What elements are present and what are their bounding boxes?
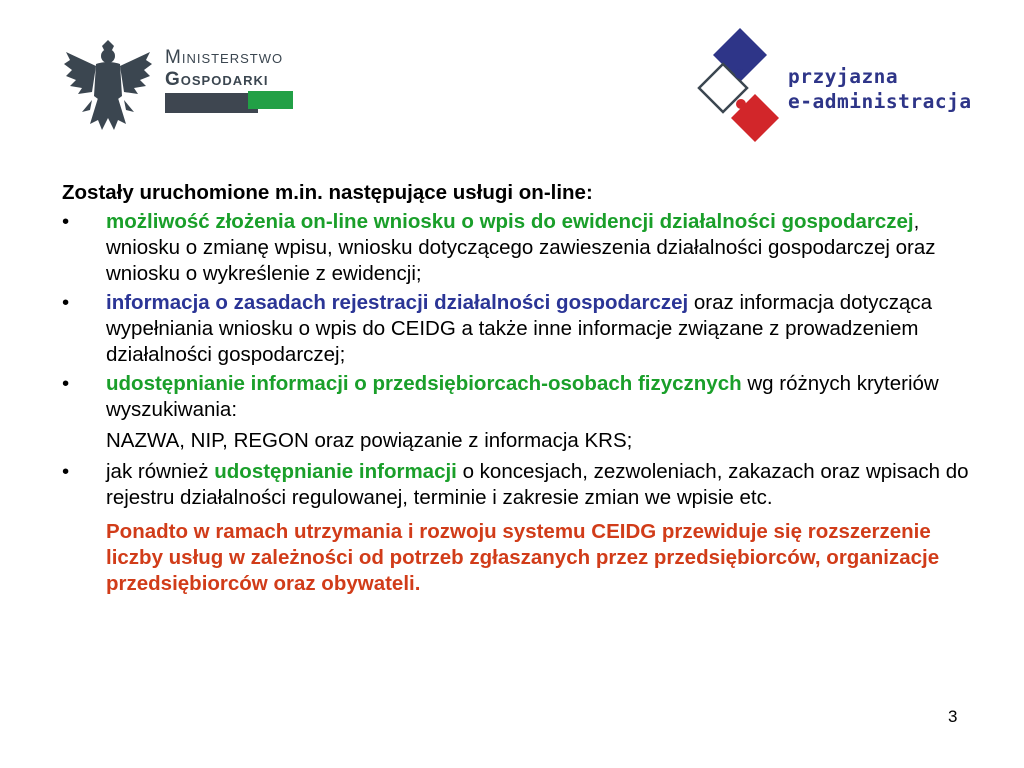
item-text: wg różnych kryteriów wyszukiwania: [106, 372, 939, 421]
ministry-name-line1: Ministerstwo [165, 47, 284, 68]
page-number: 3 [948, 707, 958, 726]
item-subtext: NAZWA, NIP, REGON oraz powiązanie z informacja KRS; [106, 429, 633, 452]
e-administration-text [788, 64, 972, 114]
bullet-icon: • [62, 460, 70, 483]
puzzle-pieces-icon [695, 26, 785, 152]
ministry-name [165, 47, 283, 91]
closing-note: Ponadto w ramach utrzymania i rozwoju systemu CEIDG przewiduje się rozszerzenie liczby usług w zależności od potrzeb zgłaszanych przez przedsiębiorców, organizacje przedsiębiorców oraz obywateli. [106, 520, 940, 595]
logo-bar-green [248, 91, 293, 109]
bullet-icon: • [62, 210, 70, 233]
list-item [62, 371, 982, 423]
logo-text-line1: przyjazna [788, 65, 899, 88]
list-item [62, 209, 982, 287]
logo-text-line2: e-administracja [788, 90, 972, 113]
slide-heading: Zostały uruchomione m.in. następujące usługi on-line: [62, 181, 593, 204]
item-text: , wniosku o zmianę wpisu, wniosku dotyczącego zawieszenia działalności gospodarczej oraz wniosku o wykreślenie z ewidencji; [106, 210, 936, 285]
bullet-icon: • [62, 372, 70, 395]
ministry-logo [62, 38, 302, 138]
list-item [62, 290, 982, 368]
e-administration-logo [695, 26, 995, 156]
item-highlight: informacja o zasadach rejestracji działalności gospodarczej [106, 291, 689, 314]
item-text: o koncesjach, zezwoleniach, zakazach oraz wpisach do rejestru działalności regulowanej, terminie i zakresie zmian we wpisie etc. [106, 460, 969, 509]
item-highlight: możliwość złożenia on-line wniosku o wpis do ewidencji działalności gospodarczej [106, 210, 914, 233]
bullet-icon: • [62, 291, 70, 314]
logo-bar-dark [165, 93, 258, 113]
item-prefix: jak również [106, 460, 215, 483]
ministry-name-line2: Gospodarki [165, 69, 269, 90]
eagle-emblem-icon [62, 38, 154, 134]
list-item [62, 459, 982, 511]
slide-content [62, 180, 982, 602]
item-highlight: udostępnianie informacji [214, 460, 457, 483]
item-text: oraz informacja dotycząca wypełniania wniosku o wpis do CEIDG a także inne informacje związane z prowadzeniem działalności gospodarczej; [106, 291, 933, 366]
item-highlight: udostępnianie informacji o przedsiębiorcach-osobach fizycznych [106, 372, 742, 395]
